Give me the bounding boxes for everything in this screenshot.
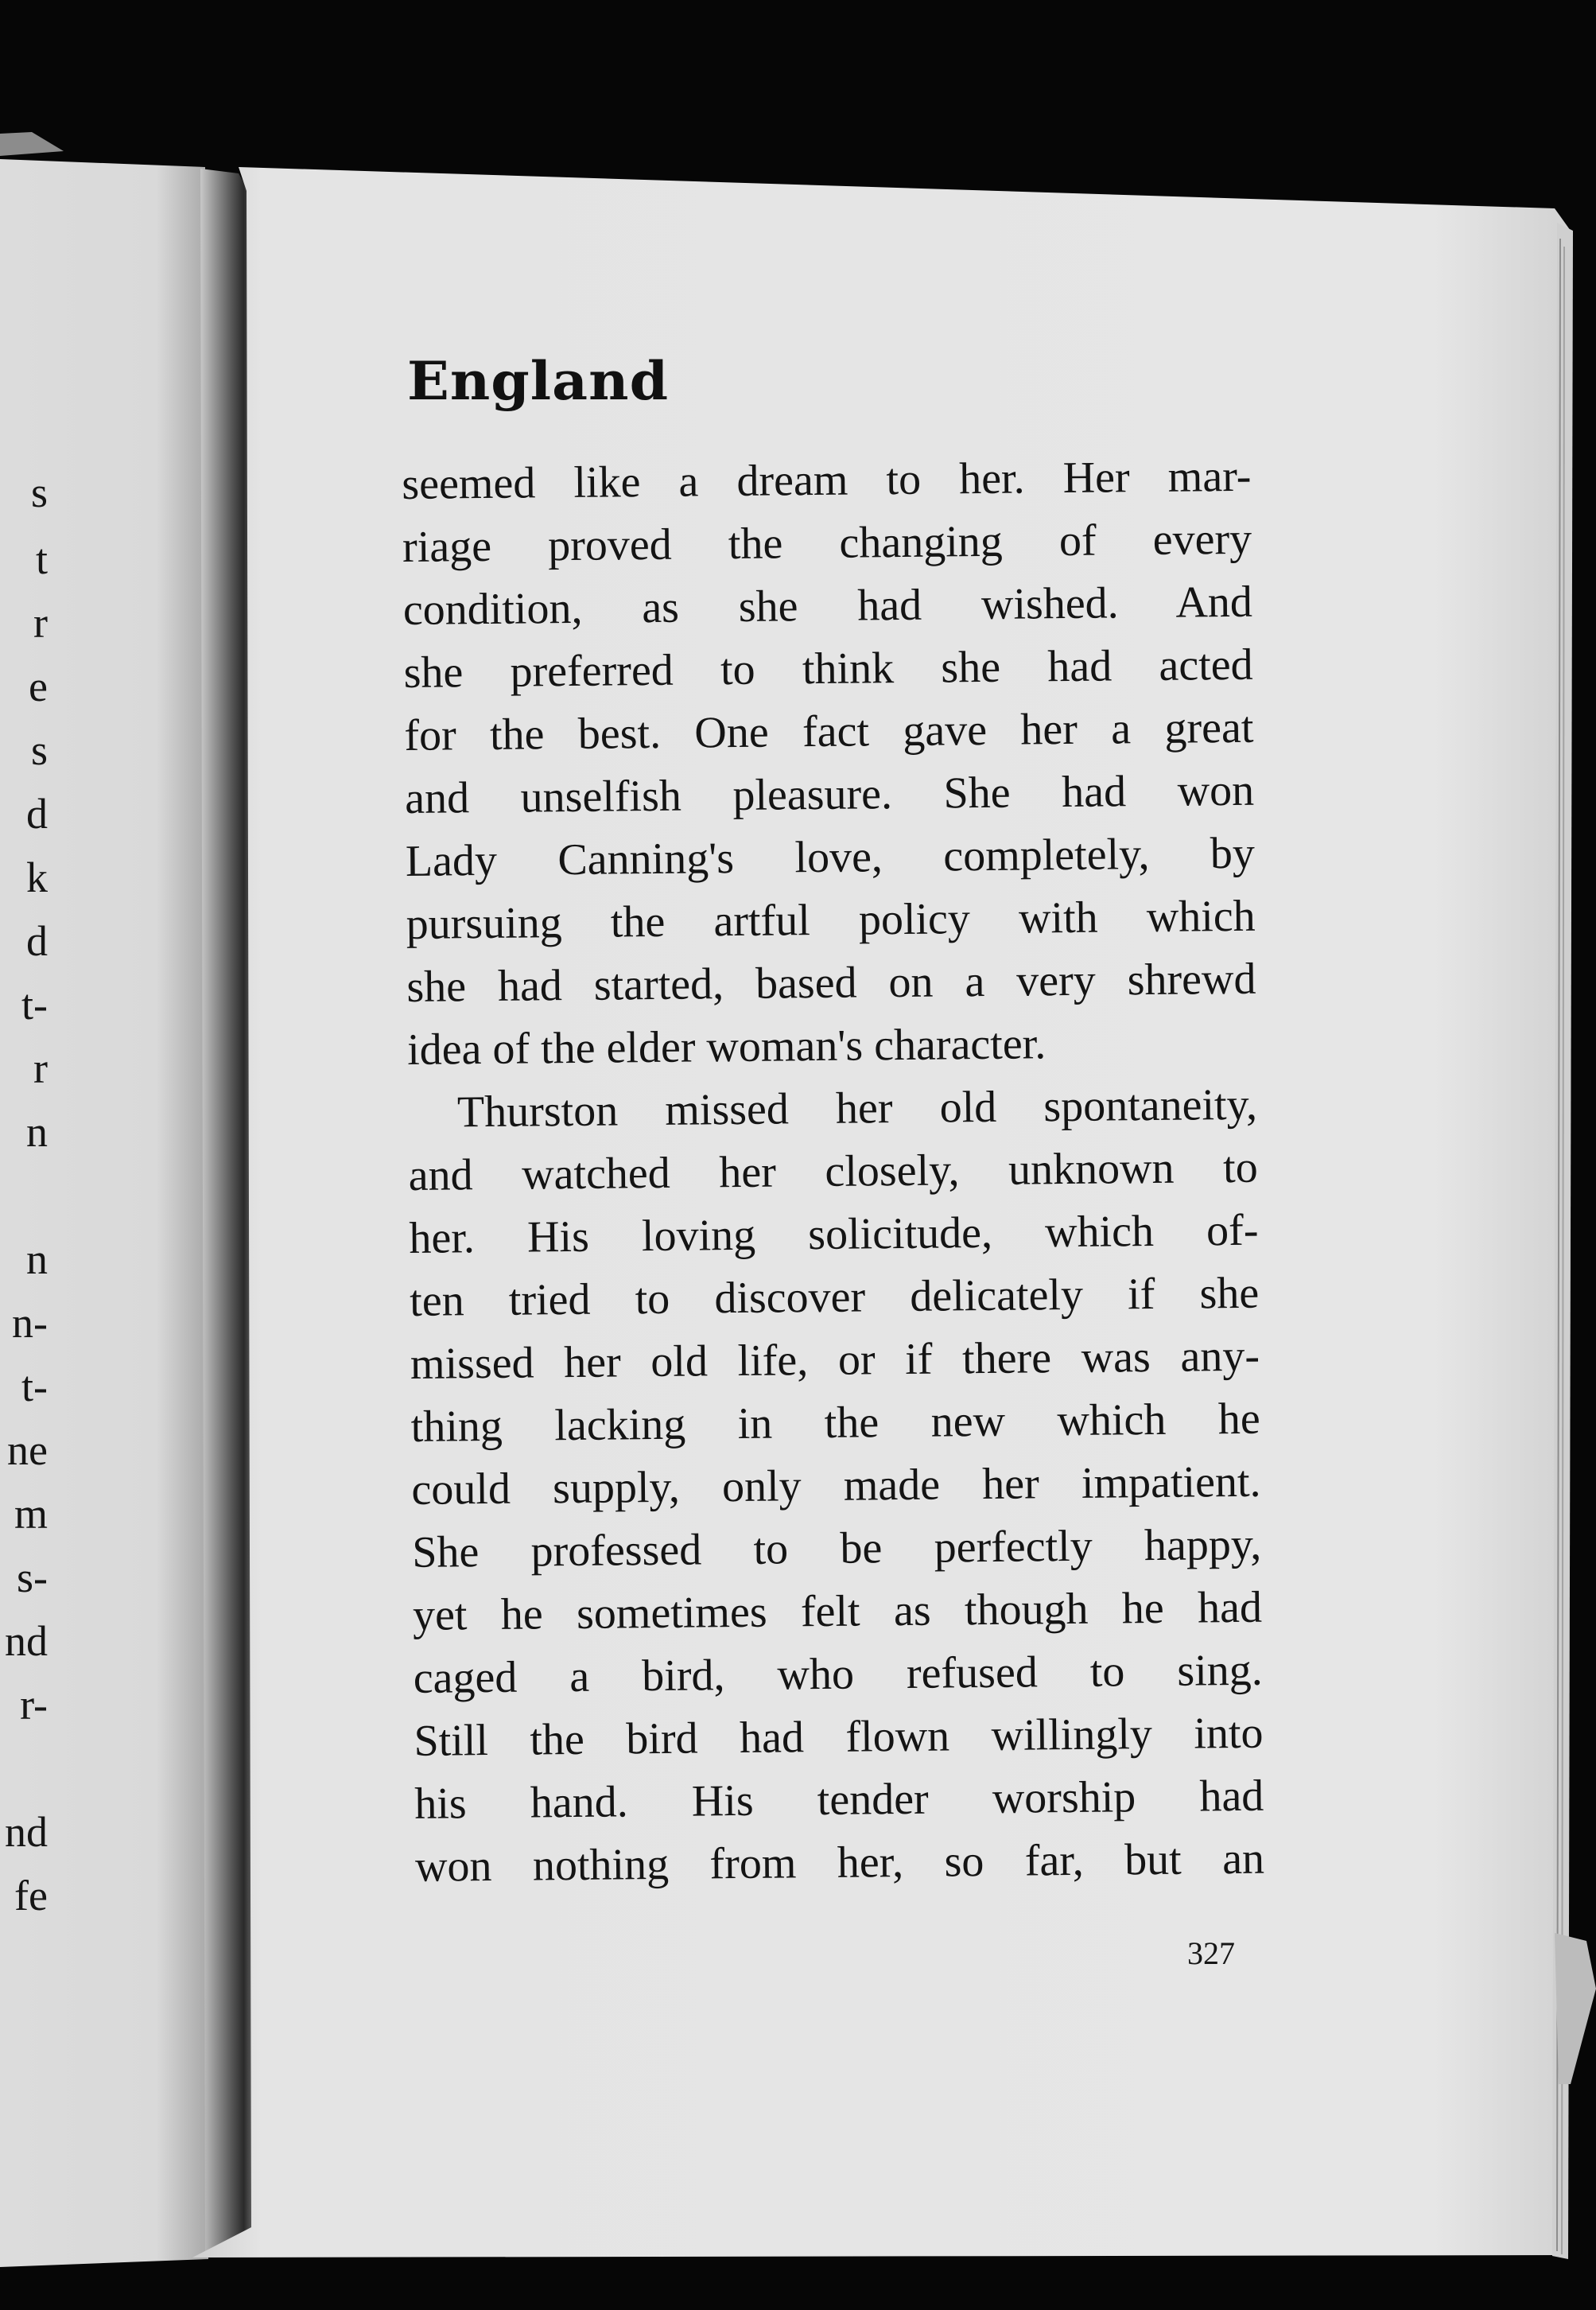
facing-page-fragment: nd [5,1617,48,1665]
facing-page-fragment: s- [17,1554,48,1601]
text-line: idea of the elder woman's character. [406,1019,1047,1075]
left-page [0,132,208,2267]
facing-page-fragment: k [26,854,48,901]
facing-page-fragment: r [33,599,48,647]
text-line: her. His loving solicitude, which of- [409,1205,1259,1263]
facing-page-fragment: t [35,535,48,583]
running-head: England [407,350,670,412]
facing-page-fragment: m [14,1490,48,1538]
text-line: ten tried to discover delicately if she [409,1268,1260,1326]
facing-page-fragment: s [30,726,48,774]
text-line: she had started, based on a very shrewd [406,954,1256,1012]
text-line: seemed like a dream to her. Her mar- [402,451,1252,509]
text-line: yet he sometimes felt as though he had [412,1582,1263,1640]
facing-page-fragment: t- [21,981,48,1029]
text-line: Still the bird had flown willingly into [414,1708,1264,1766]
facing-page-fragment: n [26,1235,48,1283]
facing-page-fragment: d [26,917,48,965]
page-number: 327 [1187,1935,1235,1971]
facing-page-fragment: n- [12,1299,48,1347]
facing-page-fragment: s [30,469,48,516]
facing-page-fragment: fe [14,1872,48,1919]
facing-page-fragment: ne [7,1426,48,1474]
text-line: riage proved the changing of every [402,514,1252,572]
facing-page-fragment: r [33,1044,48,1092]
text-line: condition, as she had wished. And [402,577,1253,635]
text-line: She professed to be perfectly happy, [411,1519,1262,1577]
text-line: she preferred to think she had acted [403,640,1253,698]
text-line: pursuing the artful policy with which [406,891,1256,949]
text-line: and unselfish pleasure. She had won [404,765,1255,823]
facing-page-fragment: nd [5,1808,48,1856]
text-line: thing lacking in the new which he [410,1394,1260,1452]
facing-page-fragment: t- [21,1363,48,1410]
facing-page-fragment: d [26,790,48,838]
text-line: could supply, only made her impatient. [411,1456,1261,1515]
text-line: Lady Canning's love, completely, by [405,828,1256,886]
text-line: and watched her closely, unknown to [408,1142,1258,1200]
text-line: missed her old life, or if there was any- [410,1331,1260,1389]
body-text [402,445,1264,1899]
paragraph-start-line: Thurston missed her old spontaneity, [456,1079,1258,1138]
text-line: his hand. His tender worship had [414,1771,1264,1829]
text-line: won nothing from her, so far, but an [414,1834,1265,1892]
facing-page-fragment: r- [20,1681,48,1729]
facing-page-fragment: n [26,1108,48,1156]
text-line: for the best. One fact gave her a great [404,702,1254,760]
text-line: caged a bird, who refused to sing. [413,1645,1264,1703]
facing-page-fragment: e [29,663,48,710]
